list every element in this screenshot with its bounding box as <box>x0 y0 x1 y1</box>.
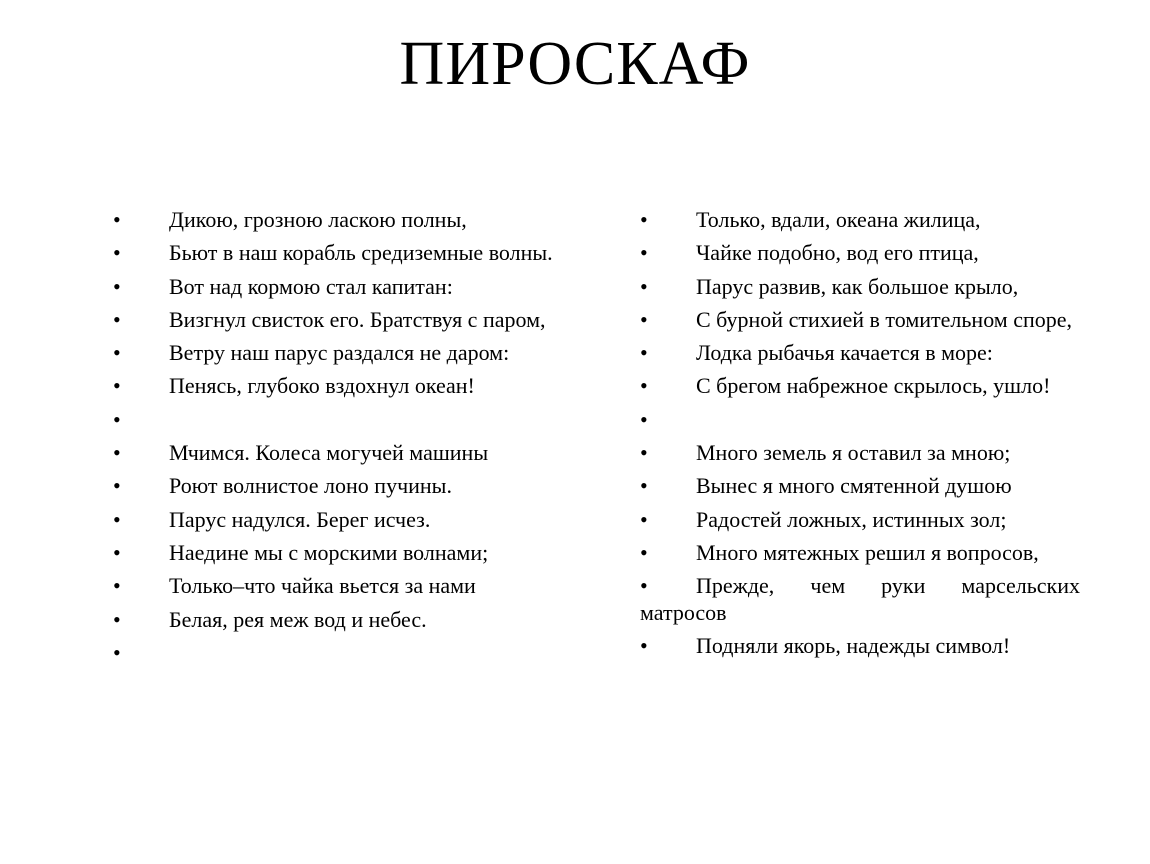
list-item <box>640 540 1080 567</box>
list-item <box>113 373 553 400</box>
list-item <box>113 240 553 267</box>
list-item-text: Наедине мы с морскими волнами; <box>169 539 489 565</box>
bullet-icon: • <box>640 539 648 565</box>
list-item <box>640 473 1080 500</box>
list-item <box>640 407 1080 434</box>
bullet-icon: • <box>640 373 648 399</box>
bullet-icon: • <box>640 340 648 366</box>
list-item-text: Бьют в наш корабль средиземные волны. <box>169 240 553 266</box>
bullet-icon: • <box>113 606 121 632</box>
left-column <box>113 207 553 673</box>
bullet-icon: • <box>113 306 121 332</box>
bullet-icon: • <box>640 240 648 266</box>
list-item <box>640 207 1080 234</box>
bullet-icon: • <box>113 340 121 366</box>
list-item-text: Только–что чайка вьется за нами <box>169 573 476 599</box>
list-item-text: Много земель я оставил за мною; <box>696 440 1011 466</box>
bullet-icon: • <box>640 273 648 299</box>
bullet-icon: • <box>113 406 121 432</box>
list-item <box>113 473 553 500</box>
list-item-text: Роют волнистое лоно пучины. <box>169 473 452 499</box>
bullet-icon: • <box>113 573 121 599</box>
bullet-icon: • <box>113 506 121 532</box>
list-item <box>113 407 553 434</box>
list-item <box>113 274 553 301</box>
list-item-text: С брегом набрежное скрылось, ушло! <box>696 373 1051 399</box>
bullet-icon: • <box>640 440 648 466</box>
bullet-icon: • <box>113 639 121 665</box>
bullet-icon: • <box>640 506 648 532</box>
list-item-text: Вот над кормою стал капитан: <box>169 273 453 299</box>
bullet-icon: • <box>640 306 648 332</box>
list-item-text: Мчимся. Колеса могучей машины <box>169 440 489 466</box>
list-item-text: С бурной стихией в томительном споре, <box>696 306 1072 332</box>
list-item <box>113 507 553 534</box>
bullet-icon: • <box>640 207 648 232</box>
list-item <box>640 340 1080 367</box>
bullet-icon: • <box>640 473 648 499</box>
list-item <box>640 507 1080 534</box>
list-item <box>113 540 553 567</box>
list-item-text: Визгнул свисток его. Братствуя с паром, <box>169 306 546 332</box>
list-item-text: Ветру наш парус раздался не даром: <box>169 340 510 366</box>
bullet-icon: • <box>113 273 121 299</box>
list-item-text: Только, вдали, океана жилица, <box>696 207 981 232</box>
list-item-text: Пенясь, глубоко вздохнул океан! <box>169 373 475 399</box>
bullet-icon: • <box>640 633 648 659</box>
bullet-icon: • <box>640 573 648 599</box>
list-item <box>640 440 1080 467</box>
list-item <box>113 573 553 600</box>
list-item <box>113 340 553 367</box>
list-item <box>640 307 1080 334</box>
list-item-text: Прежде, чем руки марсельских матросов <box>640 573 1080 625</box>
bullet-icon: • <box>113 473 121 499</box>
list-item <box>640 573 1080 626</box>
bullet-icon: • <box>113 240 121 266</box>
list-item <box>113 307 553 334</box>
list-item-text: Дикою, грозною ласкою полны, <box>169 207 467 232</box>
list-item <box>113 207 553 234</box>
list-item <box>640 240 1080 267</box>
list-item <box>113 440 553 467</box>
list-item <box>113 607 553 634</box>
list-item <box>640 274 1080 301</box>
right-column <box>640 207 1080 666</box>
bullet-icon: • <box>113 373 121 399</box>
list-item-text: Лодка рыбачья качается в море: <box>696 340 993 366</box>
list-item-text: Белая, рея меж вод и небес. <box>169 606 427 632</box>
list-item-text: Много мятежных решил я вопросов, <box>696 539 1039 565</box>
list-item-text: Парус надулся. Берег исчез. <box>169 506 431 532</box>
slide-title: ПИРОСКАФ <box>399 30 751 98</box>
bullet-icon: • <box>113 207 121 232</box>
bullet-icon: • <box>113 539 121 565</box>
bullet-icon: • <box>113 440 121 466</box>
list-item <box>640 633 1080 660</box>
list-item-text: Парус развив, как большое крыло, <box>696 273 1019 299</box>
bullet-icon: • <box>640 406 648 432</box>
list-item <box>113 640 553 667</box>
list-item-text: Радостей ложных, истинных зол; <box>696 506 1007 532</box>
list-item-text: Чайке подобно, вод его птица, <box>696 240 979 266</box>
list-item-text: Вынес я много смятенной душою <box>696 473 1012 499</box>
list-item <box>640 373 1080 400</box>
list-item-text: Подняли якорь, надежды символ! <box>696 633 1011 659</box>
